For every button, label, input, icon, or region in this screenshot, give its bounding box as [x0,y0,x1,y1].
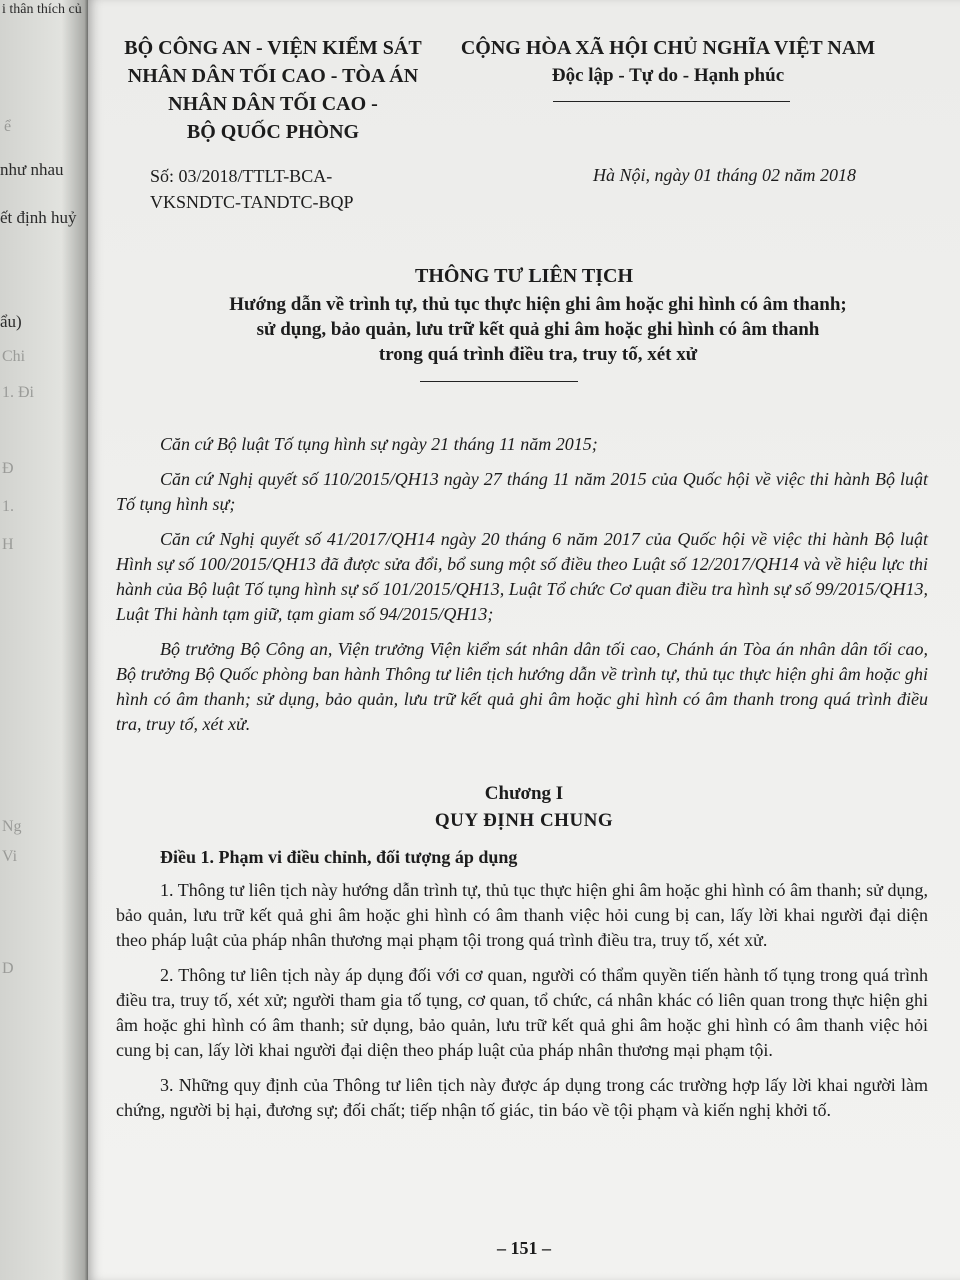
margin-fragment: như nhau [0,160,64,179]
preamble-paragraph: Căn cứ Nghị quyết số 110/2015/QH13 ngày 27 tháng 11 năm 2015 của Quốc hội về việc thi hành Bộ luật Tố tụng hình sự; [116,469,928,514]
document-title: THÔNG TƯ LIÊN TỊCH [414,265,634,287]
preamble-paragraph: Căn cứ Nghị quyết số 41/2017/QH14 ngày 20 tháng 6 năm 2017 của Quốc hội về việc thi hành Bộ luật Hình sự số 100/2015/QH13 đã được sửa đổi, bổ sung một số điều theo Luật số 12/2017/QH14 và về hiệu lực thi hành của Bộ luật Tố tụng hình sự số 101/2015/QH13, Luật Tổ chức Cơ quan điều tra hình sự số 99/2015/QH13, Luật Thi hành tạm giữ, tạm giam số 94/2015/QH13; [116,529,928,624]
article-clause: 1. Thông tư liên tịch này hướng dẫn trình tự, thủ tục thực hiện ghi âm hoặc ghi hình có âm thanh; sử dụng, bảo quản, lưu trữ kết quả ghi âm hoặc ghi hình có âm thanh việc hỏi cung bị can, lấy lời khai người đại diện theo pháp luật của pháp nhân thương mại phạm tội trong quá trình điều tra, truy tố, xét xử. [116,880,928,950]
subtitle-line: sử dụng, bảo quản, lưu trữ kết quả ghi âm hoặc ghi hình có âm thanh [256,319,820,340]
agency-line: BỘ CÔNG AN - VIỆN KIỂM SÁT [124,37,422,59]
agency-line: NHÂN DÂN TỐI CAO - TÒA ÁN [127,65,419,87]
national-header [433,34,903,90]
subtitle-line: trong quá trình điều tra, truy tố, xét xử [378,344,698,365]
margin-fragment: Chi [2,348,26,365]
article-clause: 3. Những quy định của Thông tư liên tịch này được áp dụng trong các trường hợp lấy lời khai người làm chứng, người bị hại, đương sự; đối chất; tiếp nhận tố giác, tin báo về tội phạm và kiến nghị khởi tố. [116,1075,928,1120]
agency-line: NHÂN DÂN TỐI CAO - [168,93,378,115]
facing-page-edge [0,0,88,1280]
national-motto: Độc lập - Tự do - Hạnh phúc [551,65,785,86]
agency-line: BỘ QUỐC PHÒNG [186,121,360,143]
country-name: CỘNG HÒA XÃ HỘI CHỦ NGHĨA VIỆT NAM [460,37,876,59]
preamble-paragraph: Bộ trưởng Bộ Công an, Viện trưởng Viện kiểm sát nhân dân tối cao, Chánh án Tòa án nhân dân tối cao, Bộ trưởng Bộ Quốc phòng ban hành Thông tư liên tịch hướng dẫn về trình tự, thủ tục thực hiện ghi âm hoặc ghi hình có âm thanh; sử dụng, bảo quản, lưu trữ kết quả ghi âm hoặc ghi hình có âm thanh trong quá trình điều tra, truy tố, xét xử. [116,639,928,734]
chapter-label: Chương I [484,783,564,804]
article-1 [116,845,928,1133]
margin-fragment: Vi [2,848,18,865]
document-number [150,163,354,215]
preamble-paragraph: Căn cứ Bộ luật Tố tụng hình sự ngày 21 tháng 11 năm 2015; [160,434,598,454]
document-number-line: Số: 03/2018/TTLT-BCA- [150,166,333,186]
article-clause: 2. Thông tư liên tịch này áp dụng đối với cơ quan, người có thẩm quyền tiến hành tố tụng trong quá trình điều tra, truy tố, xét xử; người tham gia tố tụng, cơ quan, tổ chức, cá nhân khác có liên quan trong thực hiện ghi âm hoặc ghi hình có âm thanh; sử dụng, bảo quản, lưu trữ kết quả ghi âm hoặc ghi hình có âm thanh việc hỏi cung bị can, lấy lời khai người đại diện theo pháp luật của pháp nhân thương mại phạm tội. [116,965,928,1060]
document-page [88,0,960,1280]
issuing-agencies [88,34,458,146]
margin-fragment: Ng [2,818,22,835]
chapter-heading [88,780,960,834]
page-number: – 151 – [497,1238,551,1258]
margin-fragment: i thân thích củ [2,2,82,17]
title-underline [420,381,578,382]
document-subtitle [128,292,948,367]
subtitle-line: Hướng dẫn về trình tự, thủ tục thực hiện ghi âm hoặc ghi hình có âm thanh; [229,294,847,315]
chapter-name: QUY ĐỊNH CHUNG [434,810,614,831]
margin-fragment: ẩu) [0,312,22,331]
issue-date: Hà Nội, ngày 01 tháng 02 năm 2018 [593,165,856,185]
margin-fragment: H [2,536,14,553]
preamble [116,432,928,747]
document-number-line: VKSNDTC-TANDTC-BQP [150,192,354,212]
margin-fragment: Đ [2,460,14,477]
margin-fragment: ể [4,118,12,135]
margin-fragment: ết định huỷ [0,208,77,227]
margin-fragment: 1. [2,498,14,515]
motto-underline [553,101,790,102]
article-heading: Điều 1. Phạm vi điều chỉnh, đối tượng áp dụng [160,847,518,867]
margin-fragment: D [2,960,14,977]
margin-fragment: 1. Đi [2,384,34,401]
